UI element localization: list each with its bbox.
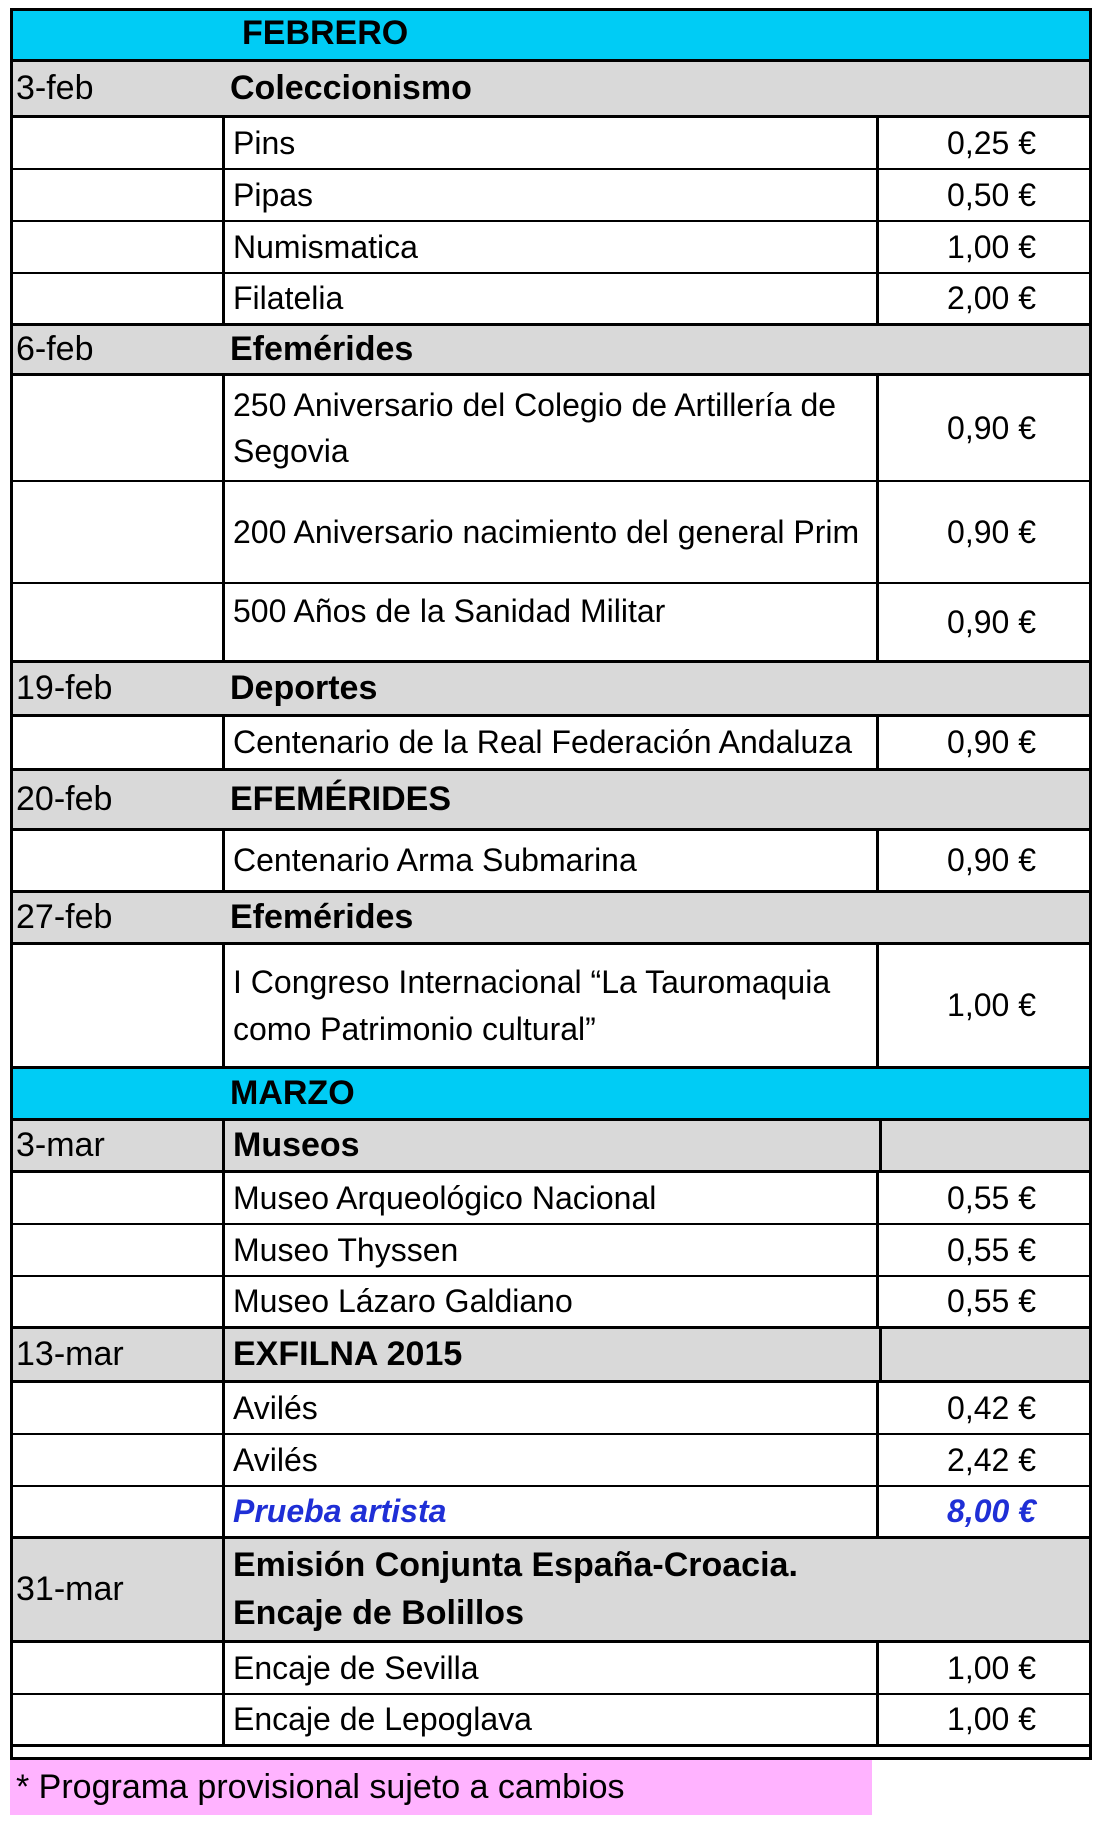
- item-price: 8,00 €: [879, 1487, 1092, 1536]
- item-name: Filatelia: [222, 274, 879, 323]
- item-name: Avilés: [222, 1435, 879, 1485]
- item-name: 500 Años de la Sanidad Militar: [222, 584, 879, 660]
- item-name: I Congreso Internacional “La Tauromaquia como Patrimonio cultural”: [222, 945, 879, 1066]
- item-price: 1,00 €: [879, 1643, 1092, 1693]
- section-date: 20-feb: [16, 780, 113, 818]
- list-item: [10, 1383, 1092, 1435]
- section-date: 3-mar: [16, 1126, 105, 1164]
- item-name: Museo Lázaro Galdiano: [222, 1277, 879, 1326]
- list-item: [10, 118, 1092, 170]
- item-name: 250 Aniversario del Colegio de Artillería de Segovia: [222, 376, 879, 480]
- item-price: 0,90 €: [879, 831, 1092, 890]
- section-title: Efemérides: [230, 898, 414, 936]
- section-date: 27-feb: [16, 898, 113, 936]
- section-title: EFEMÉRIDES: [230, 780, 452, 818]
- list-item: [10, 1487, 1092, 1539]
- item-price: 0,90 €: [879, 376, 1092, 480]
- section-title: EXFILNA 2015: [222, 1329, 879, 1380]
- list-item: [10, 945, 1092, 1069]
- item-name: Avilés: [222, 1383, 879, 1433]
- item-name: Prueba artista: [222, 1487, 879, 1536]
- section-row: [10, 1121, 1092, 1173]
- stamp-program-table: [10, 8, 1092, 1747]
- item-price: 1,00 €: [879, 222, 1092, 272]
- item-name: Centenario de la Real Federación Andaluza: [222, 717, 879, 768]
- item-name: Centenario Arma Submarina: [222, 831, 879, 890]
- section-title: Emisión Conjunta España-Croacia. Encaje de Bolillos: [222, 1539, 879, 1640]
- section-date: 13-mar: [16, 1335, 124, 1373]
- item-name: Encaje de Lepoglava: [222, 1695, 879, 1744]
- section-row: [10, 1539, 1092, 1643]
- list-item: [10, 170, 1092, 222]
- list-item: [10, 274, 1092, 326]
- section-date: 19-feb: [16, 669, 113, 707]
- section-date: 31-mar: [16, 1570, 124, 1608]
- month-label: MARZO: [230, 1074, 355, 1112]
- list-item: [10, 482, 1092, 584]
- item-price: 0,25 €: [879, 118, 1092, 168]
- item-price: 0,90 €: [879, 482, 1092, 582]
- item-name: Museo Thyssen: [222, 1225, 879, 1275]
- section-title: Deportes: [230, 669, 378, 707]
- item-name: Numismatica: [222, 222, 879, 272]
- month-header-marzo: [10, 1069, 1092, 1121]
- item-price: 1,00 €: [879, 1695, 1092, 1744]
- item-price: 0,55 €: [879, 1225, 1092, 1275]
- month-header-febrero: [10, 8, 1092, 62]
- section-title: Coleccionismo: [230, 69, 472, 107]
- list-item: [10, 1277, 1092, 1329]
- item-price: 0,90 €: [879, 584, 1092, 660]
- section-date: 3-feb: [16, 69, 94, 107]
- item-name: Encaje de Sevilla: [222, 1643, 879, 1693]
- item-price: 0,55 €: [879, 1277, 1092, 1326]
- list-item: [10, 831, 1092, 893]
- provisional-note: * Programa provisional sujeto a cambios: [10, 1760, 872, 1815]
- item-price: 0,90 €: [879, 717, 1092, 768]
- section-date: 6-feb: [16, 330, 94, 368]
- list-item: [10, 376, 1092, 482]
- section-row: [10, 62, 1092, 118]
- list-item: [10, 1173, 1092, 1225]
- item-price: 1,00 €: [879, 945, 1092, 1066]
- list-item: [10, 584, 1092, 663]
- list-item: [10, 717, 1092, 771]
- list-item: [10, 1695, 1092, 1747]
- list-item: [10, 1435, 1092, 1487]
- item-price: 2,42 €: [879, 1435, 1092, 1485]
- item-name: Pins: [222, 118, 879, 168]
- section-row: [10, 771, 1092, 831]
- item-price: 2,00 €: [879, 274, 1092, 323]
- item-name: Pipas: [222, 170, 879, 220]
- section-title: Efemérides: [230, 330, 414, 368]
- month-label: FEBRERO: [242, 14, 409, 52]
- section-row: [10, 326, 1092, 376]
- item-price: 0,55 €: [879, 1173, 1092, 1223]
- section-row: [10, 663, 1092, 717]
- item-price: 0,50 €: [879, 170, 1092, 220]
- list-item: [10, 1643, 1092, 1695]
- list-item: [10, 222, 1092, 274]
- item-price: 0,42 €: [879, 1383, 1092, 1433]
- item-name: 200 Aniversario nacimiento del general Prim: [222, 482, 879, 582]
- section-title: Museos: [222, 1121, 879, 1170]
- section-row: [10, 1329, 1092, 1383]
- list-item: [10, 1225, 1092, 1277]
- section-row: [10, 893, 1092, 945]
- item-name: Museo Arqueológico Nacional: [222, 1173, 879, 1223]
